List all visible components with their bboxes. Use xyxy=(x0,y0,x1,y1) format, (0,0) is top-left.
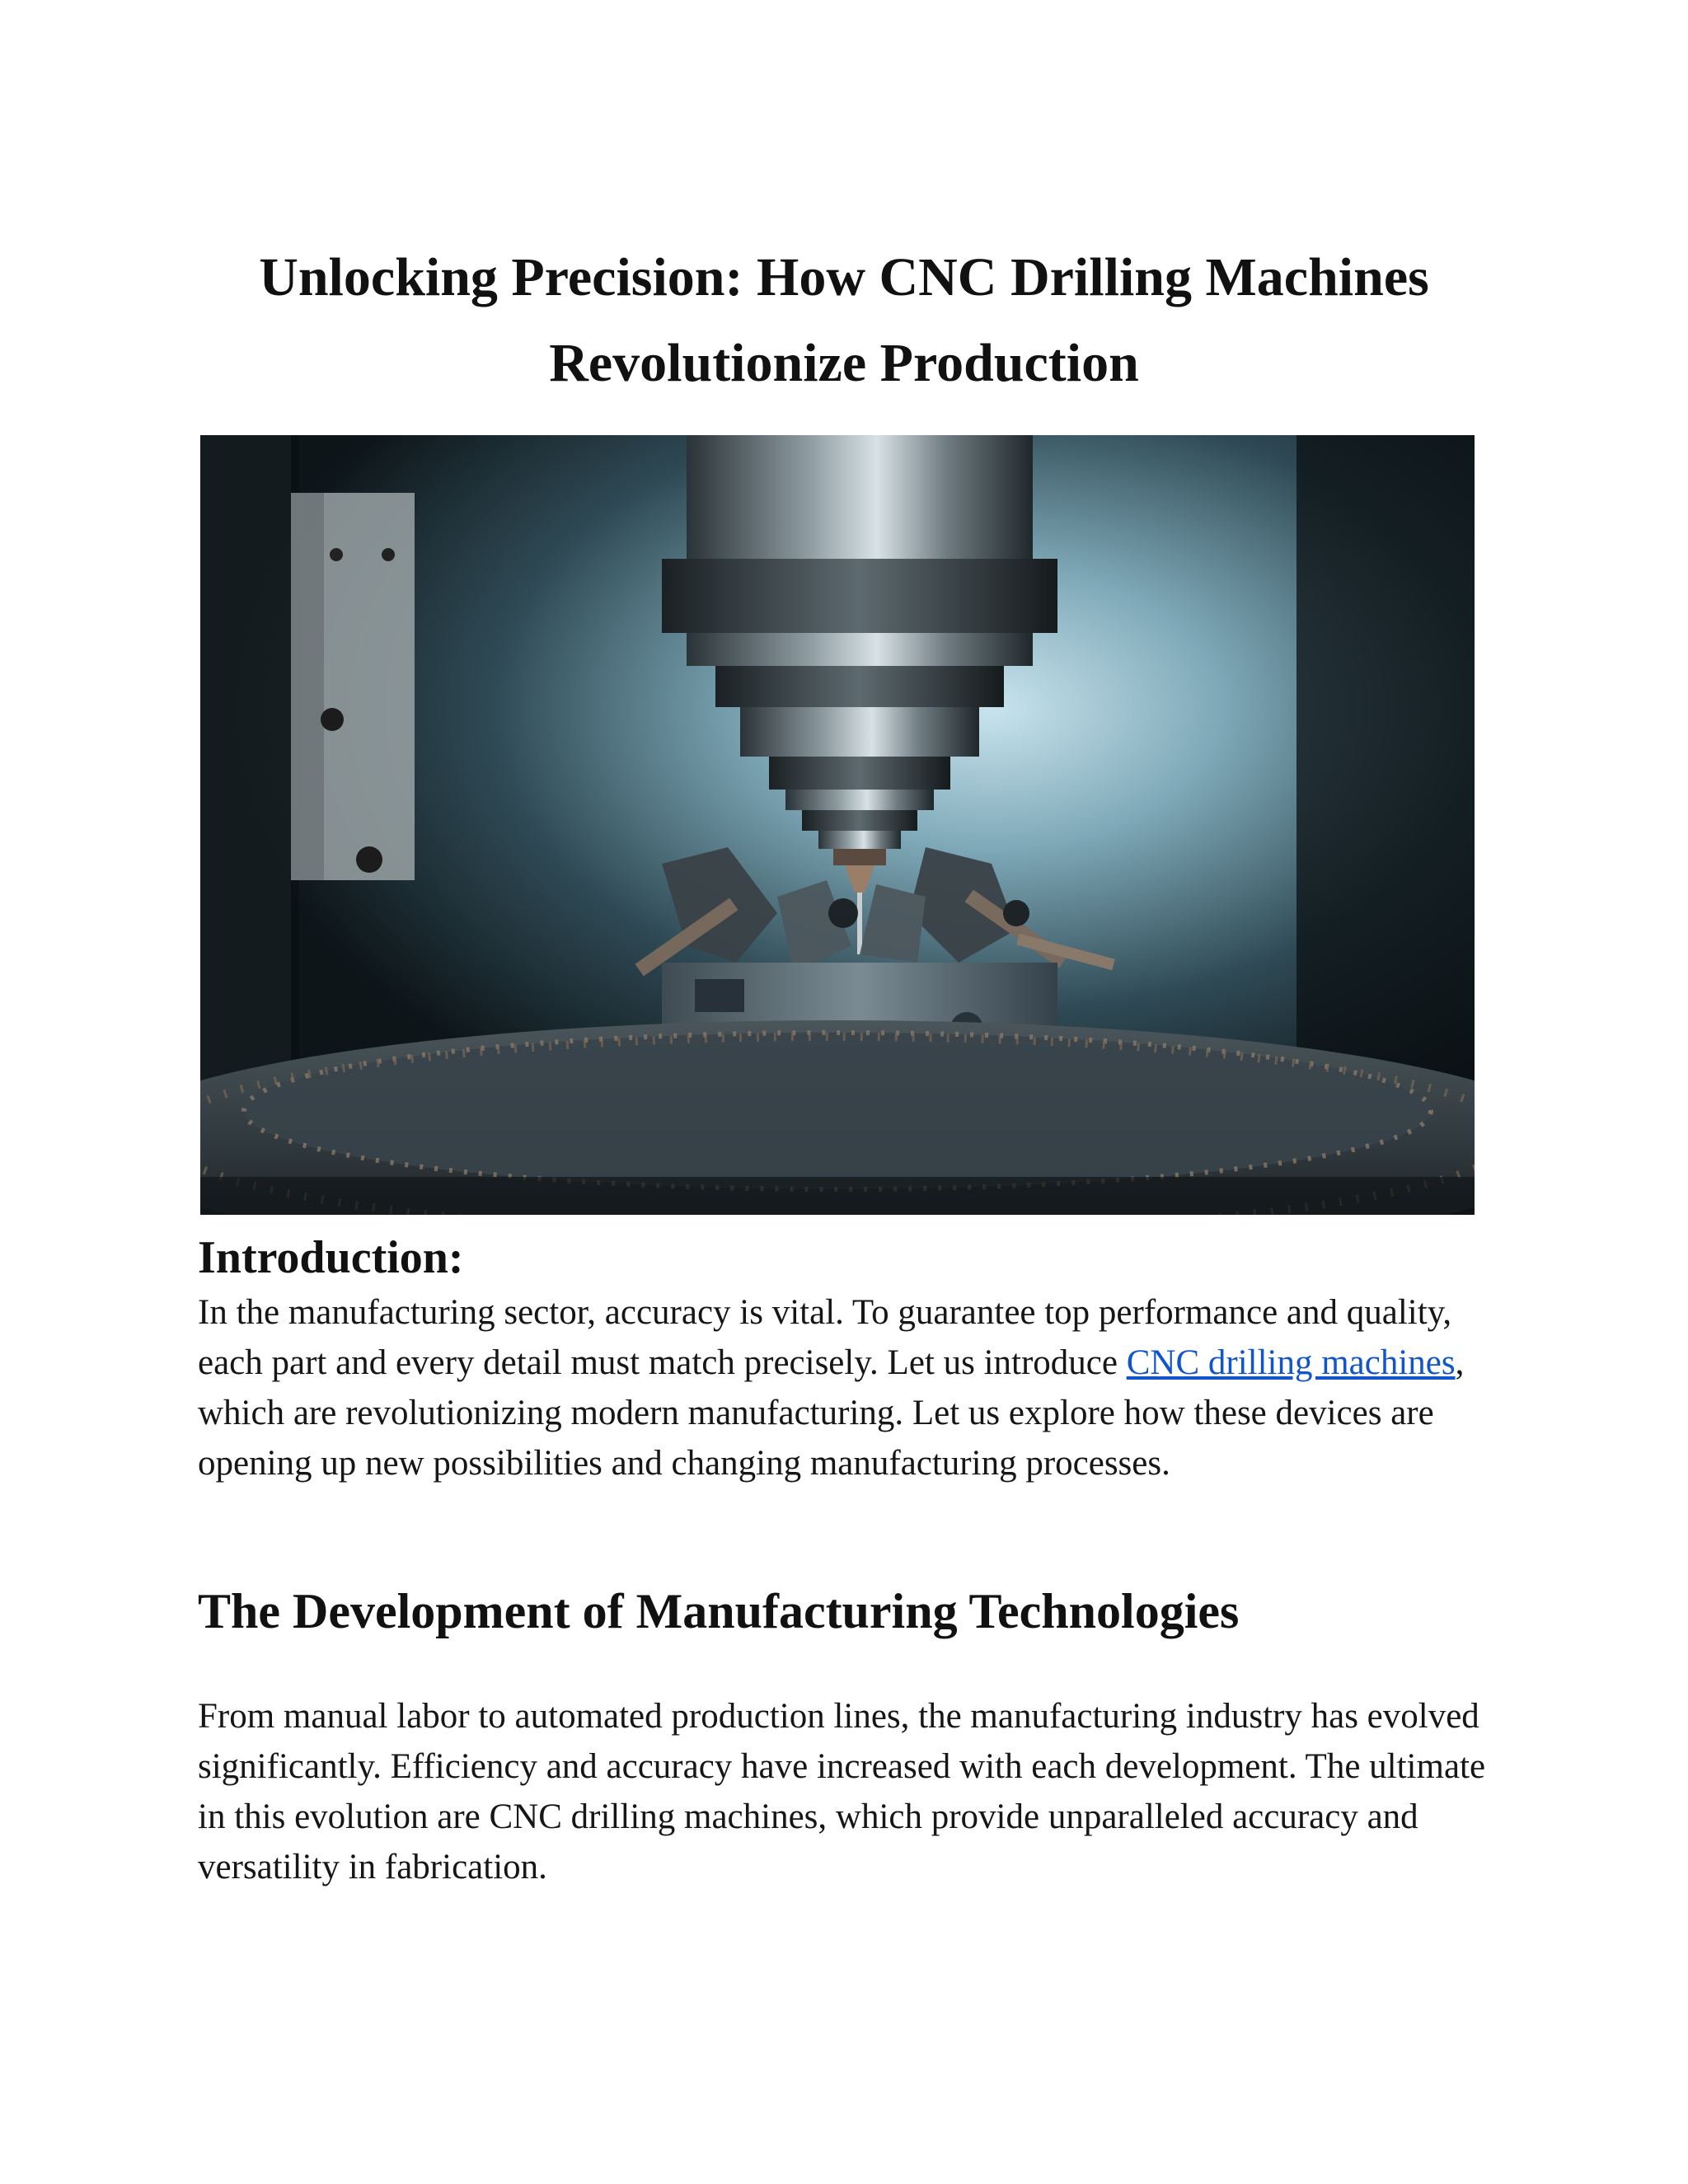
cnc-drilling-machines-link[interactable]: CNC drilling machines xyxy=(1126,1343,1456,1382)
cnc-machine-illustration xyxy=(200,435,1475,1215)
introduction-text-start: In the manufacturing sector, accuracy is vital. To guarantee top performance and quality, each part and every detail must match precisely. Let us introduce xyxy=(198,1293,1452,1382)
section-heading: The Development of Manufacturing Technologies xyxy=(198,1584,1240,1638)
cnc-machine-image xyxy=(200,435,1475,1215)
section-paragraph: From manual labor to automated production lines, the manufacturing industry has evolved significantly. Efficiency and accuracy have increased with each development. The ultimate in this evolution are CNC drilling machines, which provide unparalleled accuracy and versatility in fabrication. xyxy=(198,1697,1486,1886)
document-title: Unlocking Precision: How CNC Drilling Machines Revolutionize Production xyxy=(259,247,1429,393)
introduction-paragraph xyxy=(198,1287,1500,1488)
introduction-text-end: , which are revolutionizing modern manufacturing. Let us explore how these devices are opening up new possibilities and changing manufacturing processes. xyxy=(198,1343,1465,1483)
introduction-heading: Introduction: xyxy=(198,1232,464,1283)
